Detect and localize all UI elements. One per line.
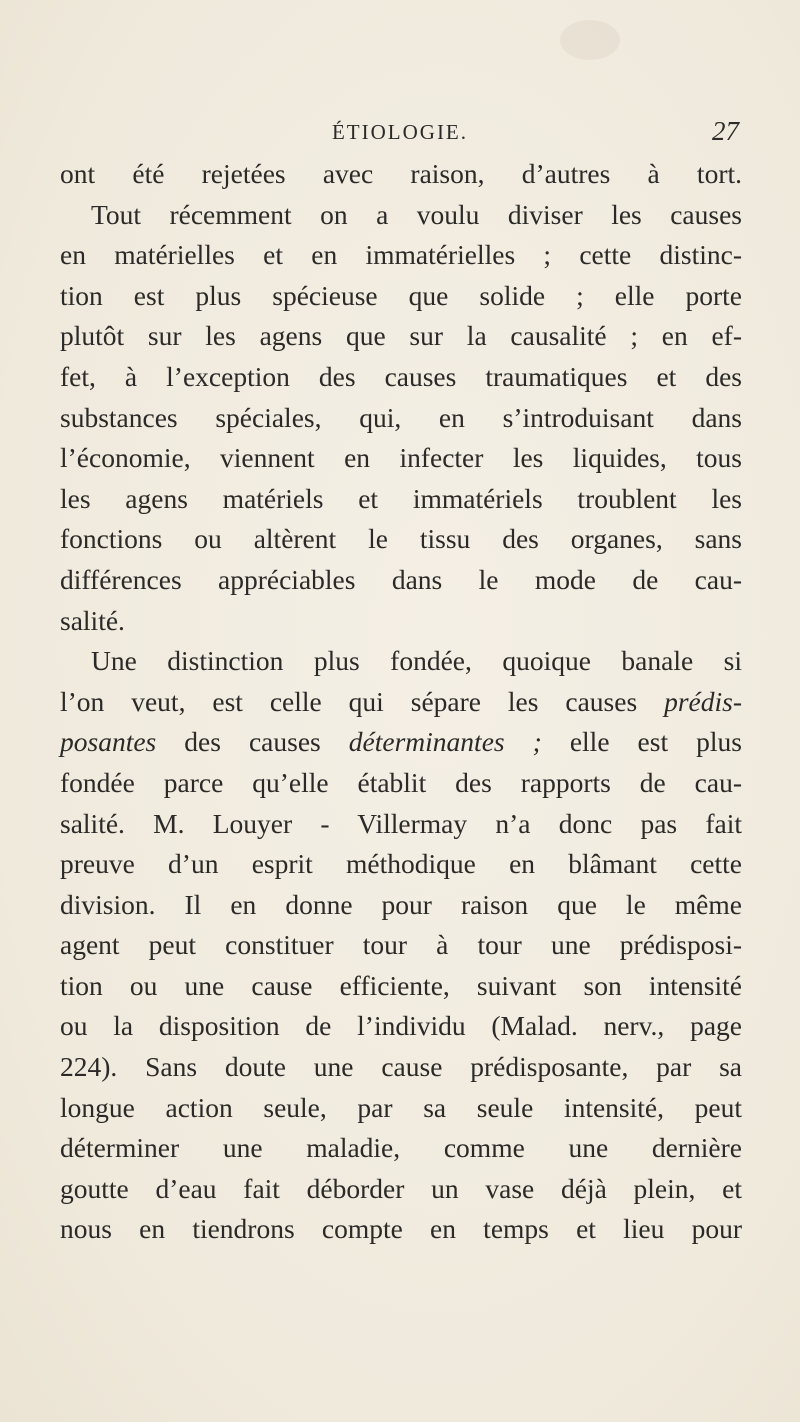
text-line: ont été rejetées avec raison, d’autres à tort. [60, 158, 742, 189]
text-line: longue action seule, par sa seule intensité, peut [60, 1091, 742, 1123]
text-line: tion est plus spécieuse que solide ; elle porte [60, 279, 742, 311]
text-line: tion ou une cause efficiente, suivant son intensité [60, 969, 742, 1001]
text-line: déterminer une maladie, comme une dernière [60, 1132, 742, 1164]
text-line: nous en tiendrons compte en temps et lieu pour [60, 1213, 742, 1245]
text-line: différences appréciables dans le mode de cau- [60, 563, 742, 595]
page-header [0, 112, 800, 152]
italic-term: prédis- [664, 685, 742, 717]
text-line [60, 722, 742, 763]
text-line: fonctions ou altèrent le tissu des organes, sans [60, 523, 742, 555]
text-run: des causes [156, 726, 349, 758]
text-line: Une distinction plus fondée, quoique banale si [91, 645, 742, 677]
text-line: salité. M. Louyer - Villermay n’a donc pas fait [60, 807, 742, 839]
text-line: plutôt sur les agens que sur la causalité ; en ef- [60, 320, 742, 352]
italic-term: posantes [60, 726, 157, 758]
paper-stain [560, 20, 620, 60]
text-line: division. Il en donne pour raison que le même [60, 888, 742, 920]
text-line: en matérielles et en immatérielles ; cette distinc- [60, 239, 742, 271]
text-line: ou la disposition de l’individu (Malad. nerv., page [60, 1010, 742, 1042]
page-number: 27 [712, 116, 739, 146]
text-line: preuve d’un esprit méthodique en blâmant cette [60, 848, 742, 880]
text-line: Tout récemment on a voulu diviser les causes [91, 198, 742, 230]
text-run: elle est plus [541, 726, 742, 758]
text-line: 224). Sans doute une cause prédisposante, par sa [60, 1051, 742, 1083]
text-line: les agens matériels et immatériels troublent les [60, 482, 742, 514]
text-line: fet, à l’exception des causes traumatiques et des [60, 360, 742, 392]
text-run: l’on veut, est celle qui sépare les causes [60, 685, 665, 717]
text-line: l’économie, viennent en infecter les liquides, tous [60, 442, 742, 474]
body-text [60, 154, 742, 1250]
italic-term: déterminantes ; [348, 726, 542, 758]
text-line [60, 682, 742, 723]
text-line: fondée parce qu’elle établit des rapports de cau- [60, 766, 742, 798]
text-line: agent peut constituer tour à tour une prédisposi- [60, 929, 742, 961]
text-line: substances spéciales, qui, en s’introduisant dans [60, 401, 742, 433]
text-line: salité. [60, 604, 125, 636]
running-title: ÉTIOLOGIE. [331, 120, 469, 144]
text-line: goutte d’eau fait déborder un vase déjà plein, et [60, 1172, 742, 1204]
